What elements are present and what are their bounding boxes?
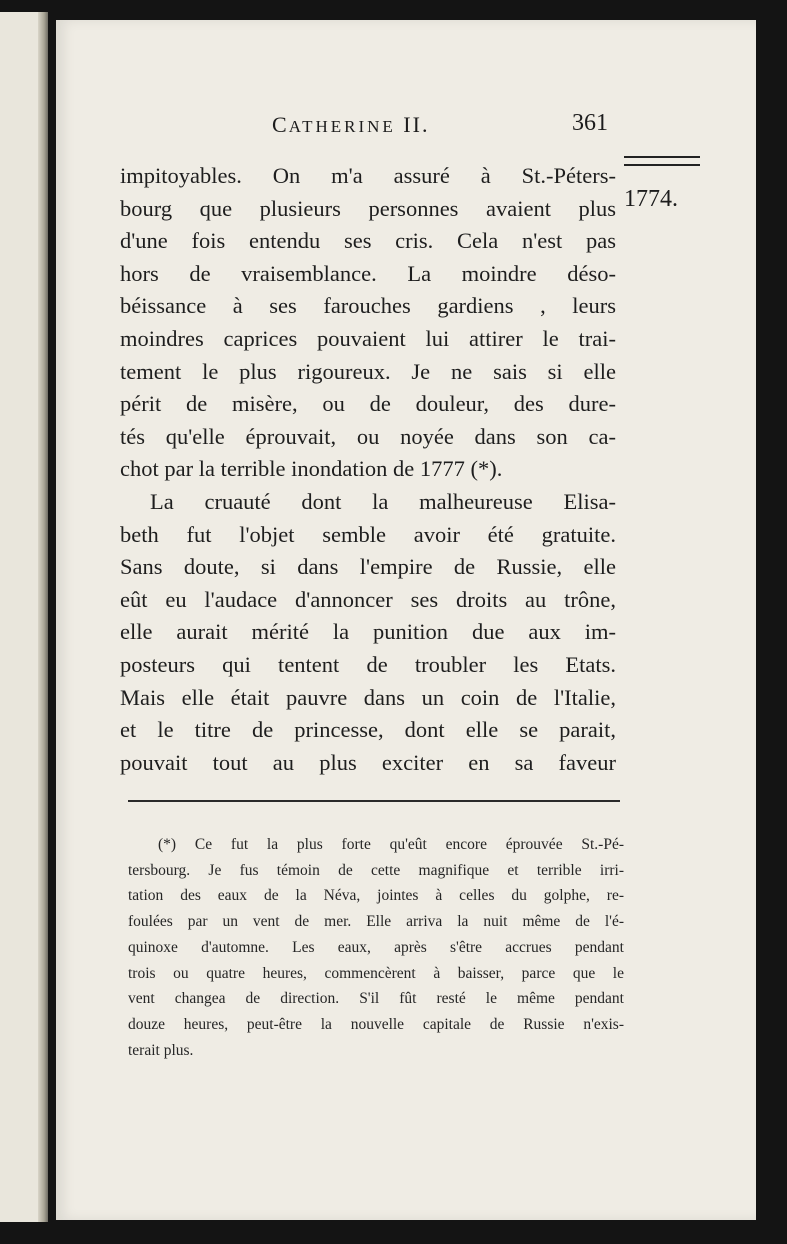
footnote-line: douze heures, peut-être la nouvelle capitale de Russie n'exis- xyxy=(128,1015,624,1033)
text-line: et le titre de princesse, dont elle se parait, xyxy=(120,717,616,743)
text-line: elle aurait mérité la punition due aux im- xyxy=(120,619,616,645)
margin-year: 1774. xyxy=(624,186,678,212)
page-header xyxy=(56,106,756,146)
footnote-line: foulées par un vent de mer. Elle arriva la nuit même de l'é- xyxy=(128,913,624,931)
text-line: hors de vraisemblance. La moindre déso- xyxy=(120,260,616,286)
footnote xyxy=(128,832,624,1063)
footnote-line: terait plus. xyxy=(128,1041,194,1059)
text-line: périt de misère, ou de douleur, des dure- xyxy=(120,391,616,417)
footnote-line: vent changea de direction. S'il fût resté le même pendant xyxy=(128,990,624,1008)
running-title: CATHERINE II. xyxy=(272,112,430,137)
text-line: chot par la terrible inondation de 1777 (*). xyxy=(120,456,503,482)
footnote-line: quinoxe d'automne. Les eaux, après s'être accrues pendant xyxy=(128,938,624,956)
book-page xyxy=(56,20,756,1220)
margin-double-rule xyxy=(624,156,700,166)
footnote-line: trois ou quatre heures, commencèrent à baisser, parce que le xyxy=(128,964,624,982)
footnote-separator xyxy=(128,800,620,802)
footnote-line: (*) Ce fut la plus forte qu'eût encore éprouvée St.-Pé- xyxy=(158,836,624,853)
text-line: bourg que plusieurs personnes avaient plus xyxy=(120,195,616,221)
text-line: posteurs qui tentent de troubler les Etats. xyxy=(120,651,616,677)
text-line: tement le plus rigoureux. Je ne sais si elle xyxy=(120,358,616,384)
main-text xyxy=(120,160,616,779)
text-line: La cruauté dont la malheureuse Elisa- xyxy=(150,488,616,514)
text-line: béissance à ses farouches gardiens , leurs xyxy=(120,293,616,319)
text-line: Sans doute, si dans l'empire de Russie, elle xyxy=(120,554,616,580)
text-line: beth fut l'objet semble avoir été gratuite. xyxy=(120,521,616,547)
text-line: moindres caprices pouvaient lui attirer le trai- xyxy=(120,325,616,351)
footnote-line: tation des eaux de la Néva, jointes à celles du golphe, re- xyxy=(128,887,624,905)
text-line: eût eu l'audace d'annoncer ses droits au trône, xyxy=(120,586,616,612)
page-number: 361 xyxy=(572,110,608,136)
footnote-line: tersbourg. Je fus témoin de cette magnifique et terrible irri- xyxy=(128,861,624,879)
text-line: Mais elle était pauvre dans un coin de l'Italie, xyxy=(120,684,616,710)
text-line: pouvait tout au plus exciter en sa faveur xyxy=(120,749,616,775)
text-line: d'une fois entendu ses cris. Cela n'est pas xyxy=(120,228,616,254)
book-gutter xyxy=(38,12,48,1222)
text-line: impitoyables. On m'a assuré à St.-Péters- xyxy=(120,163,616,188)
text-line: tés qu'elle éprouvait, ou noyée dans son ca- xyxy=(120,423,616,449)
